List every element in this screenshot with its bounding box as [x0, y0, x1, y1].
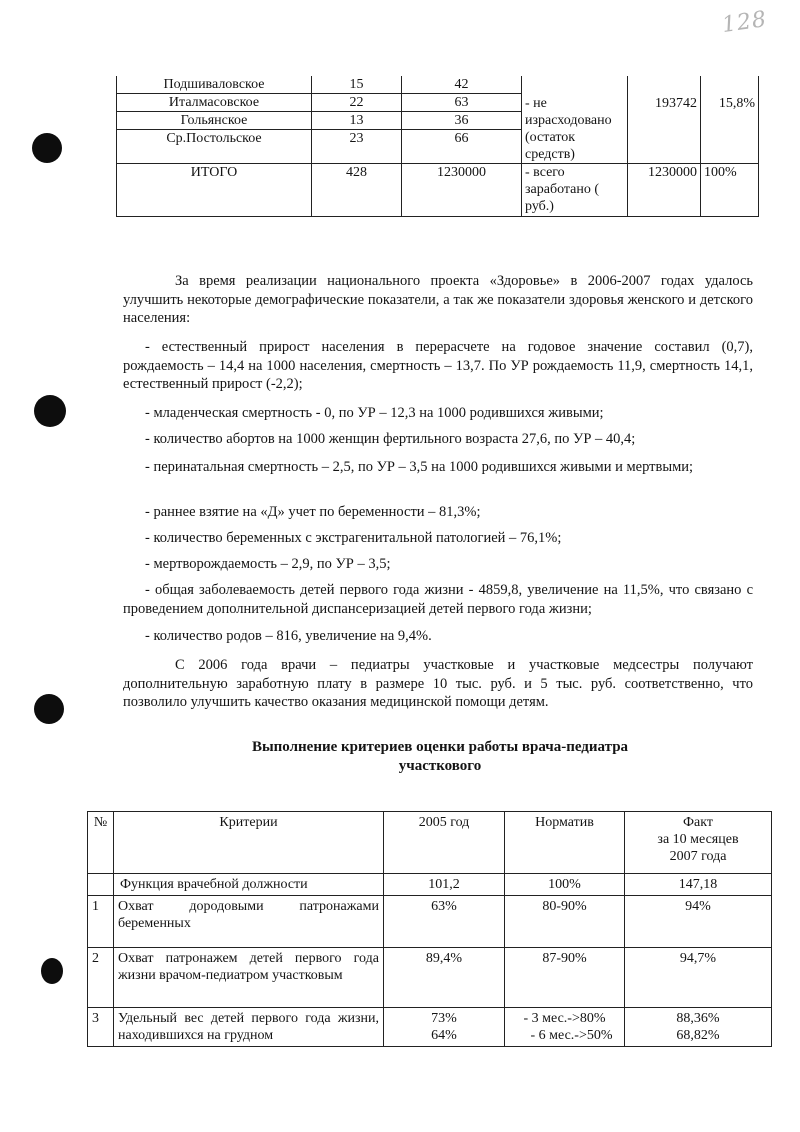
district-name: Гольянское	[117, 112, 312, 130]
fact-header-line: за 10 месяцев	[657, 832, 739, 847]
district-name: Ср.Постольское	[117, 130, 312, 164]
list-item: - естественный прирост населения в перерасчете на годовое значение составил (0,7), рождаемость – 14,4 на 1000 населения, смертность – 13,7. По УР рождаемость 11,9, смертность 14,1, естественный прирост (-2,2);	[123, 339, 753, 392]
hole-punch-mark	[41, 958, 63, 984]
criteria-name: Охват дородовыми патронажами беременных	[114, 896, 384, 948]
row-number: 1	[88, 896, 114, 948]
column-header-number: №	[88, 812, 114, 874]
table-row	[88, 1008, 772, 1047]
list-item: - количество абортов на 1000 женщин фертильного возраста 27,6, по УР – 40,4;	[145, 431, 636, 447]
row-number	[88, 874, 114, 896]
district-name: Подшиваловское	[117, 76, 312, 94]
criteria-name: Удельный вес детей первого года жизни, находившихся на грудном	[114, 1008, 384, 1047]
hole-punch-mark	[32, 133, 62, 163]
row-number: 3	[88, 1008, 114, 1047]
table-row	[117, 76, 759, 94]
value-line: - 6 мес.->50%	[530, 1028, 613, 1043]
section-heading	[200, 738, 680, 776]
district-value-a: 13	[312, 112, 402, 130]
districts-table	[116, 76, 759, 217]
value-norm	[505, 1008, 625, 1047]
table-row-total	[117, 164, 759, 217]
total-value-a: 428	[312, 164, 402, 217]
table-row	[88, 948, 772, 1008]
column-header-criteria: Критерии	[114, 812, 384, 874]
value-line: 73%	[431, 1011, 457, 1026]
table-row	[88, 874, 772, 896]
district-value-b: 42	[402, 76, 522, 94]
district-value-a: 22	[312, 94, 402, 112]
unspent-percent: 15,8%	[701, 76, 759, 164]
table-row	[88, 896, 772, 948]
value-2005	[384, 1008, 505, 1047]
fact-header-line: 2007 года	[669, 849, 727, 864]
closing-paragraph: С 2006 года врачи – педиатры участковые и участковые медсестры получают дополнительную заработную плату в размере 10 тыс. руб. и 5 тыс. руб. соответственно, что позволило улучшить качество оказания медицинской помощи детям.	[123, 657, 753, 710]
district-value-a: 15	[312, 76, 402, 94]
heading-line: участкового	[398, 758, 482, 774]
total-value-b: 1230000	[402, 164, 522, 217]
value-norm: 80-90%	[505, 896, 625, 948]
district-value-b: 36	[402, 112, 522, 130]
value-fact: 94%	[625, 896, 772, 948]
value-line: 88,36%	[676, 1011, 720, 1026]
value-norm: 100%	[505, 874, 625, 896]
criteria-table	[87, 811, 772, 1047]
list-item: - мертворождаемость – 2,9, по УР – 3,5;	[145, 556, 391, 572]
unspent-sum: 193742	[628, 76, 701, 164]
fact-header-line: Факт	[682, 815, 713, 830]
criteria-name: Охват патронажем детей первого года жизни врачом-педиатром участковым	[114, 948, 384, 1008]
value-line: 64%	[431, 1028, 457, 1043]
criteria-name: Функция врачебной должности	[114, 874, 384, 896]
page-number: 128	[720, 6, 769, 39]
hole-punch-mark	[34, 694, 64, 724]
heading-line: Выполнение критериев оценки работы врача-педиатра	[251, 739, 629, 755]
total-sum: 1230000	[628, 164, 701, 217]
column-header-norm: Норматив	[505, 812, 625, 874]
column-header-fact	[625, 812, 772, 874]
intro-paragraph: За время реализации национального проекта «Здоровье» в 2006-2007 годах удалось улучшить некоторые демографические показатели, а так же показатели здоровья женского и детского населения:	[123, 273, 753, 326]
value-line: - 3 мес.->80%	[523, 1011, 606, 1026]
value-2005: 101,2	[384, 874, 505, 896]
value-2005: 89,4%	[384, 948, 505, 1008]
district-name: Италмасовское	[117, 94, 312, 112]
table-header-row	[88, 812, 772, 874]
unspent-label: - не израсходовано (остаток средств)	[522, 76, 628, 164]
district-value-b: 66	[402, 130, 522, 164]
hole-punch-mark	[34, 395, 66, 427]
value-fact: 94,7%	[625, 948, 772, 1008]
total-name: ИТОГО	[117, 164, 312, 217]
value-norm: 87-90%	[505, 948, 625, 1008]
row-number: 2	[88, 948, 114, 1008]
value-fact: 147,18	[625, 874, 772, 896]
list-item: - младенческая смертность - 0, по УР – 12,3 на 1000 родившихся живыми;	[145, 405, 604, 421]
list-item: - количество родов – 816, увеличение на 9,4%.	[145, 628, 432, 644]
district-value-b: 63	[402, 94, 522, 112]
total-percent: 100%	[701, 164, 759, 217]
list-item: - общая заболеваемость детей первого года жизни - 4859,8, увеличение на 11,5%, что связано с проведением дополнительной диспансеризацией детей первого года жизни;	[123, 582, 753, 617]
column-header-2005: 2005 год	[384, 812, 505, 874]
district-value-a: 23	[312, 130, 402, 164]
list-item: - количество беременных с экстрагенитальной патологией – 76,1%;	[145, 530, 562, 546]
list-item: - раннее взятие на «Д» учет по беременности – 81,3%;	[145, 504, 481, 520]
value-line: 68,82%	[676, 1028, 720, 1043]
total-label: - всего заработано ( руб.)	[522, 164, 628, 217]
list-item: - перинатальная смертность – 2,5, по УР – 3,5 на 1000 родившихся живыми и мертвыми;	[145, 459, 694, 475]
value-2005: 63%	[384, 896, 505, 948]
value-fact	[625, 1008, 772, 1047]
